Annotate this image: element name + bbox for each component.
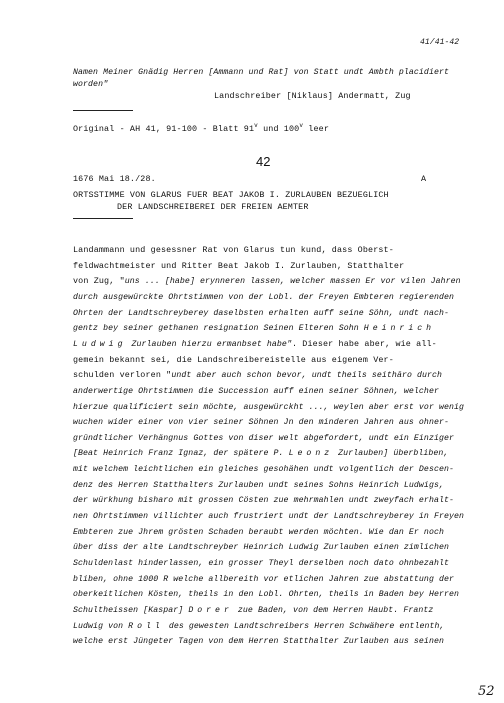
body-text-segment: [Beat Heinrich Franz Ignaz, der spätere P. <box>73 449 289 459</box>
source-suffix: leer <box>303 124 329 134</box>
separator-rule <box>73 110 133 111</box>
body-text-segment: oberkeitlichen Kösten, theils in den Lobl. Ohrten, theils in Baden bey Herren <box>73 590 460 600</box>
body-text-segment: durch ausgewürckte Ohrtstimmen von der Lobl. der Freyen Embteren regierenden <box>73 292 455 302</box>
source-sup-1: v <box>254 122 258 130</box>
source-sup-2: v <box>299 122 304 130</box>
body-text-segment: des gewesten Landtschreibers Herren Schwähere entlenth, <box>163 621 445 631</box>
body-text-segment: Schultheissen [Kaspar] <box>73 605 189 615</box>
intro-signature: Landschreiber [Niklaus] Andermatt, Zug <box>214 91 411 101</box>
intro-text-line-2: worden" <box>73 80 109 89</box>
body-text-segment: Ohrten der Landtschreyberey daselbsten erhalten auff seine Söhn, undt nach- <box>73 308 449 318</box>
body-text-segment: Heinrich <box>363 324 436 334</box>
document-number: 42 <box>256 154 271 169</box>
body-line <box>73 630 444 648</box>
body-text-segment: Ludwig <box>73 339 127 349</box>
body-text-segment: anderwertige Ohrtstimmen die Succession auff einen seiner Söhnen, welcher <box>73 386 439 396</box>
body-text-segment: von Zug, " <box>73 276 125 287</box>
body-text-segment: über diss der alte Landtschreyber Heinrich Ludwig Zurlauben einen zimlichen <box>73 543 449 553</box>
document-date: 1676 Mai 18./28. <box>73 174 156 184</box>
body-text-segment: nen Ohrtstimmen villichter auch frustriert undt der Landtschreyberey in Freyen <box>73 512 465 522</box>
body-text-segment: gentz bey seiner gethanen resignation Seinen Elteren Sohn <box>73 324 364 334</box>
body-text-segment: undt aber auch schon bevor, undt theils seithäro durch <box>171 371 443 381</box>
body-text-segment: zue Baden, von dem Herren Haubt. Frantz <box>232 605 434 615</box>
archive-reference: 41/41-42 <box>420 38 460 47</box>
document-title-line-1: ORTSSTIMME VON GLARUS FUER BEAT JAKOB I. ZURLAUBEN BEZUEGLICH <box>73 190 389 200</box>
body-text-segment: welche erst Jüngeter Tagen von dem Herren Statthalter Zurlauben aus seinen <box>73 637 444 647</box>
body-text-segment: gründtlicher Verhängnus Gottes von diser welt abgefordert, undt ein Einziger <box>73 433 455 443</box>
body-text-segment: Roll <box>128 621 164 631</box>
body-text-segment: Ludwig von <box>73 621 129 631</box>
body-text-segment: bliben, ohne 1000 R welche allbereith vor etlichen Jahren zue abstattung der <box>73 574 455 584</box>
body-text-segment: Zurlauben] überbliben, <box>333 449 449 459</box>
title-rule <box>73 218 133 219</box>
body-text-segment: . Dieser habe aber, wie all- <box>291 338 437 349</box>
body-text-segment: denz des Herren Statthalters Zurlauben undt seines Sohns Heinrich Ludwigs, <box>73 480 444 490</box>
body-text-segment: Landammann und gesessner Rat von Glarus tun kund, dass Oberst- <box>73 245 394 255</box>
body-text-segment: der würkhung bisharo mit grossen Cösten zue mehrmahlen undt zweyfach erhalt- <box>73 496 455 506</box>
body-text-segment: gemein bekannt sei, die Landschreibereistelle aus eigenem Ver- <box>73 354 394 365</box>
document-letter: A <box>421 174 427 184</box>
body-text-segment: Dorer <box>188 605 233 615</box>
body-text-segment: schulden verloren " <box>73 370 172 381</box>
body-text-segment: uns ... [habe] erynneren lassen, welcher massen Er vor vilen Jahren <box>124 277 461 287</box>
document-title-line-2: DER LANDSCHREIBEREI DER FREIEN AEMTER <box>117 202 309 212</box>
body-text-segment: Leonz <box>288 449 334 459</box>
body-text-segment: Zurlauben hierzu ermanbset habe" <box>126 339 292 349</box>
body-text-segment: wuchen wider einer von vier seiner Söhnen Jn den minderen Jahren aus ohner- <box>73 418 449 428</box>
page-mark: 52 <box>478 684 495 699</box>
body-text-segment: feldwachtmeister und Ritter Beat Jakob I. Zurlauben, Statthalter <box>73 260 405 271</box>
body-text-segment: Schuldenlast hinderlassen, ein grosser Theyl derselben noch dato ohnbezahlt <box>73 559 449 568</box>
body-text-segment: hierzue qualificiert sein möchte, ausgewürckht ..., weylen aber erst vor wenig <box>73 402 465 412</box>
source-prefix: Original - AH 41, 91-100 - Blatt 91 <box>73 124 255 134</box>
source-mid: und 100 <box>257 124 300 134</box>
body-text-segment: mit welchem leichtlichen ein gleiches gesohähen undt volgentlich der Descen- <box>73 465 455 475</box>
source-note <box>73 124 329 134</box>
body-text-segment: Embteren zue Jhrem grösten Schaden beraubt werden möchten. Wie dan Er noch <box>73 527 444 537</box>
intro-text-line-1: Namen Meiner Gnädig Herren [Ammann und Rat] von Statt undt Ambth placidiert <box>73 68 449 77</box>
